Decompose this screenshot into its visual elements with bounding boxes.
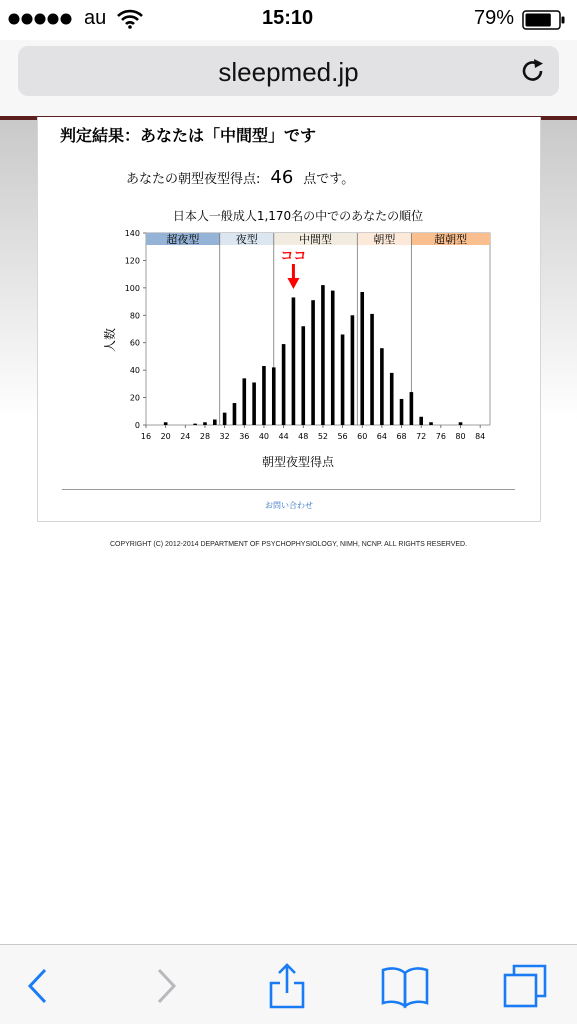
clock: 15:10 <box>262 7 314 29</box>
bar <box>400 399 404 425</box>
x-tick-label: 76 <box>435 432 446 441</box>
bottom-toolbar <box>0 944 577 1024</box>
bar <box>321 285 325 425</box>
x-tick-label: 56 <box>337 432 348 441</box>
x-tick-label: 40 <box>258 432 270 441</box>
score-suffix: 点です。 <box>303 172 355 187</box>
bar <box>360 292 364 425</box>
battery-icon <box>522 10 566 30</box>
x-tick-label: 48 <box>298 432 309 441</box>
bar <box>380 348 384 425</box>
x-tick-label: 16 <box>140 432 152 441</box>
histogram-chart <box>98 203 498 473</box>
contact-link[interactable]: お問い合わせ <box>265 501 313 510</box>
bar <box>292 297 296 425</box>
category-label: 中間型 <box>299 233 333 246</box>
x-tick-label: 52 <box>317 432 329 441</box>
x-tick-label: 32 <box>219 432 230 441</box>
plot-area <box>146 233 490 425</box>
bar <box>331 291 335 425</box>
x-tick-label: 80 <box>455 432 466 441</box>
bar <box>203 422 207 425</box>
chart-title: 日本人一般成人1,170名の中でのあなたの順位 <box>172 209 424 223</box>
x-axis-label: 朝型夜型得点 <box>261 455 335 469</box>
y-tick-label: 100 <box>124 283 140 293</box>
x-tick-label: 20 <box>160 432 171 441</box>
x-tick-label: 84 <box>475 432 486 441</box>
card-divider <box>62 489 515 490</box>
x-tick-label: 36 <box>239 432 250 441</box>
bar <box>301 326 305 425</box>
bar <box>282 344 286 425</box>
bar <box>390 373 394 425</box>
bar <box>341 334 345 425</box>
bar <box>419 417 423 425</box>
score-prefix: あなたの朝型夜型得点: <box>126 172 261 187</box>
bar <box>193 424 197 425</box>
url-text[interactable]: sleepmed.jp <box>218 57 359 87</box>
x-tick-label: 44 <box>278 432 289 441</box>
y-tick-label: 120 <box>124 256 140 266</box>
result-card <box>37 117 541 522</box>
status-bar <box>0 0 577 40</box>
bar <box>233 403 237 425</box>
bar <box>370 314 374 425</box>
bar <box>262 366 266 425</box>
x-tick-label: 72 <box>416 432 427 441</box>
bar <box>242 378 246 425</box>
score-value: 46 <box>270 167 294 188</box>
marker-label: ココ <box>280 249 307 264</box>
tabs-icon[interactable] <box>500 961 550 1011</box>
battery-percent: 79% <box>474 7 515 29</box>
score-line <box>126 167 354 188</box>
result-title: 判定結果：あなたは「中間型」です <box>60 126 317 145</box>
y-tick-label: 0 <box>134 421 140 430</box>
bar <box>272 367 276 425</box>
chevron-left-icon[interactable] <box>14 961 64 1011</box>
y-tick-label: 80 <box>129 311 140 321</box>
y-tick-label: 20 <box>129 393 140 403</box>
bar <box>252 382 256 425</box>
category-label: 夜型 <box>235 233 258 246</box>
wifi-icon <box>117 9 143 29</box>
reload-icon[interactable] <box>519 57 547 85</box>
category-label: 朝型 <box>373 233 396 246</box>
bar <box>351 315 355 425</box>
address-bar[interactable] <box>18 46 559 96</box>
x-tick-label: 28 <box>199 432 211 441</box>
bar <box>164 422 168 425</box>
carrier-label: au <box>84 7 107 29</box>
x-tick-label: 68 <box>396 432 407 441</box>
signal-strength-icon <box>8 12 78 26</box>
x-tick-label: 64 <box>376 432 387 441</box>
y-axis-label: 人数 <box>103 327 117 353</box>
category-label: 超朝型 <box>434 233 468 246</box>
book-icon[interactable] <box>380 961 430 1011</box>
share-icon[interactable] <box>262 961 312 1011</box>
bar <box>223 413 227 425</box>
chevron-right-icon[interactable] <box>140 961 190 1011</box>
address-bar-area <box>0 40 577 116</box>
y-tick-label: 60 <box>129 338 140 348</box>
bar <box>459 422 463 425</box>
x-tick-label: 60 <box>357 432 368 441</box>
bar <box>429 422 433 425</box>
y-tick-label: 140 <box>124 229 140 238</box>
copyright-text: COPYRIGHT (C) 2012-2014 DEPARTMENT OF PSYCHOPHYSIOLOGY, NIMH, NCNP. ALL RIGHTS RESERVED. <box>109 541 468 548</box>
y-tick-label: 40 <box>129 366 140 376</box>
x-tick-label: 24 <box>180 432 191 441</box>
category-label: 超夜型 <box>166 233 200 246</box>
bar <box>410 392 414 425</box>
bar <box>311 300 315 425</box>
bar <box>213 420 217 425</box>
